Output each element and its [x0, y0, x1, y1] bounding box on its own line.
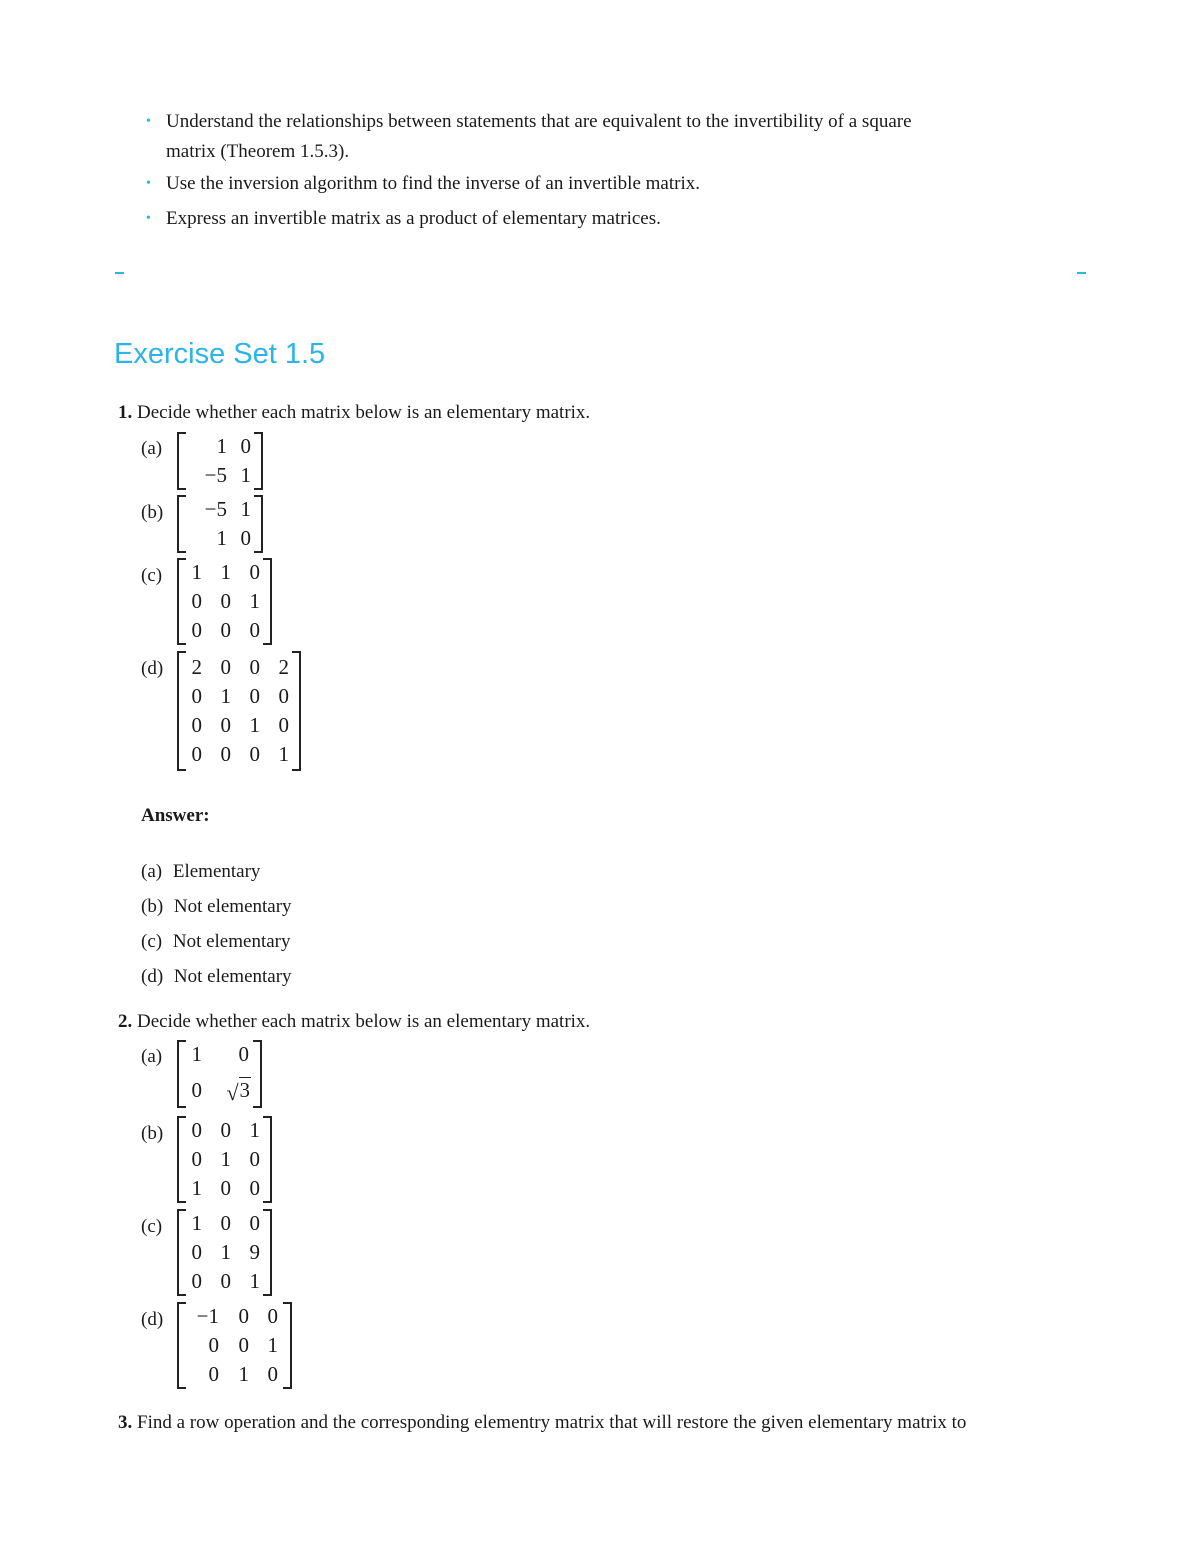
objective-2 — [146, 172, 700, 196]
matrix-entry: 0 — [191, 1269, 202, 1293]
matrix-entry: 0 — [249, 1176, 260, 1200]
q1-label-c: (c) — [141, 565, 163, 586]
q2-label-a: (a) — [141, 1046, 163, 1067]
matrix-entry: 0 — [249, 1211, 260, 1235]
matrix-entry: 1 — [249, 713, 260, 737]
matrix-entry: 0 — [220, 1176, 231, 1200]
q1-matrix-c — [177, 558, 272, 645]
matrix-entry: 0 — [191, 742, 202, 766]
matrix-entry: 0 — [191, 1118, 202, 1142]
answer-b-text: Not elementary — [173, 896, 292, 917]
objective-1-text: Understand the relationships between statements that are equivalent to the invertibility of a square — [166, 111, 912, 132]
question-2 — [118, 1010, 590, 1034]
matrix-entry: 0 — [249, 618, 260, 642]
matrix-entry: 1 — [191, 1042, 202, 1066]
matrix-entry: 1 — [220, 1147, 231, 1171]
matrix-entry: 0 — [249, 684, 260, 708]
sqrt-entry — [219, 1076, 251, 1105]
matrix-entry: 0 — [220, 1211, 231, 1235]
matrix-entry: 0 — [238, 1333, 249, 1357]
matrix-entry: −5 — [204, 463, 227, 487]
question-2-number: 2. — [118, 1011, 133, 1032]
answer-label: Answer: — [141, 805, 210, 826]
objective-3 — [146, 207, 661, 231]
answer-d-label: (d) — [141, 966, 164, 987]
matrix-entry: 0 — [220, 742, 231, 766]
matrix-entry: 0 — [278, 713, 289, 737]
matrix-entry: 0 — [278, 684, 289, 708]
matrix-entry: 9 — [249, 1240, 260, 1264]
question-2-text: Decide whether each matrix below is an elementary matrix. — [137, 1011, 591, 1032]
answer-b — [141, 895, 292, 919]
matrix-entry: 1 — [267, 1333, 278, 1357]
matrix-entry: −5 — [204, 497, 227, 521]
question-3 — [118, 1411, 966, 1435]
question-1-number: 1. — [118, 402, 133, 423]
answer-a-label: (a) — [141, 861, 163, 882]
matrix-entry: 0 — [191, 684, 202, 708]
matrix-entry: 2 — [191, 655, 202, 679]
sqrt-symbol: √ 3 — [226, 1078, 250, 1105]
q1-matrix-b — [177, 495, 263, 553]
matrix-entry: 0 — [267, 1304, 278, 1328]
matrix-entry: 0 — [191, 1240, 202, 1264]
bullet-icon: • — [146, 176, 151, 191]
matrix-entry: 0 — [240, 434, 251, 458]
matrix-entry: 0 — [220, 1118, 231, 1142]
bullet-icon: • — [146, 211, 151, 226]
answer-c-label: (c) — [141, 931, 163, 952]
q2-matrix-c — [177, 1209, 272, 1296]
matrix-entry: 0 — [191, 589, 202, 613]
answer-d — [141, 965, 292, 989]
matrix-entry: 1 — [240, 463, 251, 487]
q2-matrix-b — [177, 1116, 272, 1203]
objective-2-text: Use the inversion algorithm to find the inverse of an invertible matrix. — [166, 173, 700, 194]
matrix-entry: 1 — [220, 1240, 231, 1264]
matrix-entry: 2 — [278, 655, 289, 679]
matrix-entry: 1 — [249, 589, 260, 613]
question-3-text: Find a row operation and the corresponding elementry matrix that will restore the given elementary matrix to — [137, 1412, 967, 1433]
matrix-entry: 0 — [249, 742, 260, 766]
matrix-entry: 1 — [278, 742, 289, 766]
matrix-entry: −1 — [196, 1304, 219, 1328]
matrix-entry: 0 — [208, 1362, 219, 1386]
matrix-entry: 0 — [249, 1147, 260, 1171]
matrix-entry: 1 — [249, 1269, 260, 1293]
answer-a-text: Elementary — [172, 861, 261, 882]
bullet-icon: • — [146, 114, 151, 129]
matrix-entry: 1 — [216, 434, 227, 458]
matrix-entry: 1 — [191, 1211, 202, 1235]
answer-c-text: Not elementary — [172, 931, 291, 952]
answer-b-label: (b) — [141, 896, 164, 917]
q2-label-c: (c) — [141, 1216, 163, 1237]
matrix-entry: 0 — [238, 1304, 249, 1328]
q1-matrix-a — [177, 432, 263, 490]
answer-a — [141, 860, 260, 884]
matrix-entry: 0 — [240, 526, 251, 550]
question-1 — [118, 401, 590, 425]
matrix-entry: 0 — [238, 1042, 249, 1066]
matrix-entry: 0 — [220, 1269, 231, 1293]
q1-matrix-d — [177, 651, 301, 771]
q1-label-b: (b) — [141, 502, 164, 523]
matrix-entry: 0 — [208, 1333, 219, 1357]
q1-label-d: (d) — [141, 658, 164, 679]
section-divider-right — [1077, 272, 1086, 274]
matrix-entry: 1 — [216, 526, 227, 550]
section-title: Exercise Set 1.5 — [114, 338, 326, 370]
matrix-entry: 1 — [191, 1176, 202, 1200]
q1-label-a: (a) — [141, 438, 163, 459]
sqrt-radicand: 3 — [239, 1078, 250, 1102]
answer-d-text: Not elementary — [173, 966, 292, 987]
matrix-entry: 0 — [191, 713, 202, 737]
matrix-entry: 1 — [238, 1362, 249, 1386]
matrix-entry: 0 — [191, 1078, 202, 1102]
q2-matrix-d — [177, 1302, 292, 1389]
objective-1-continued: matrix (Theorem 1.5.3). — [166, 141, 350, 162]
question-3-number: 3. — [118, 1412, 133, 1433]
matrix-entry: 0 — [249, 655, 260, 679]
matrix-entry: 0 — [220, 713, 231, 737]
matrix-entry: 1 — [220, 560, 231, 584]
matrix-entry: 0 — [267, 1362, 278, 1386]
objective-1 — [146, 110, 912, 134]
q2-label-d: (d) — [141, 1309, 164, 1330]
matrix-entry: 0 — [191, 618, 202, 642]
matrix-entry: 0 — [220, 655, 231, 679]
matrix-entry: 0 — [249, 560, 260, 584]
matrix-entry: 0 — [191, 1147, 202, 1171]
answer-c — [141, 930, 291, 954]
matrix-entry: 1 — [249, 1118, 260, 1142]
section-divider-left — [115, 272, 124, 274]
matrix-entry: 1 — [220, 684, 231, 708]
matrix-entry: 1 — [191, 560, 202, 584]
matrix-entry: 1 — [240, 497, 251, 521]
objective-3-text: Express an invertible matrix as a product of elementary matrices. — [166, 208, 661, 229]
matrix-entry: 0 — [220, 589, 231, 613]
question-1-text: Decide whether each matrix below is an elementary matrix. — [137, 402, 591, 423]
matrix-entry: 0 — [220, 618, 231, 642]
q2-matrix-a — [177, 1040, 262, 1108]
q2-label-b: (b) — [141, 1123, 164, 1144]
